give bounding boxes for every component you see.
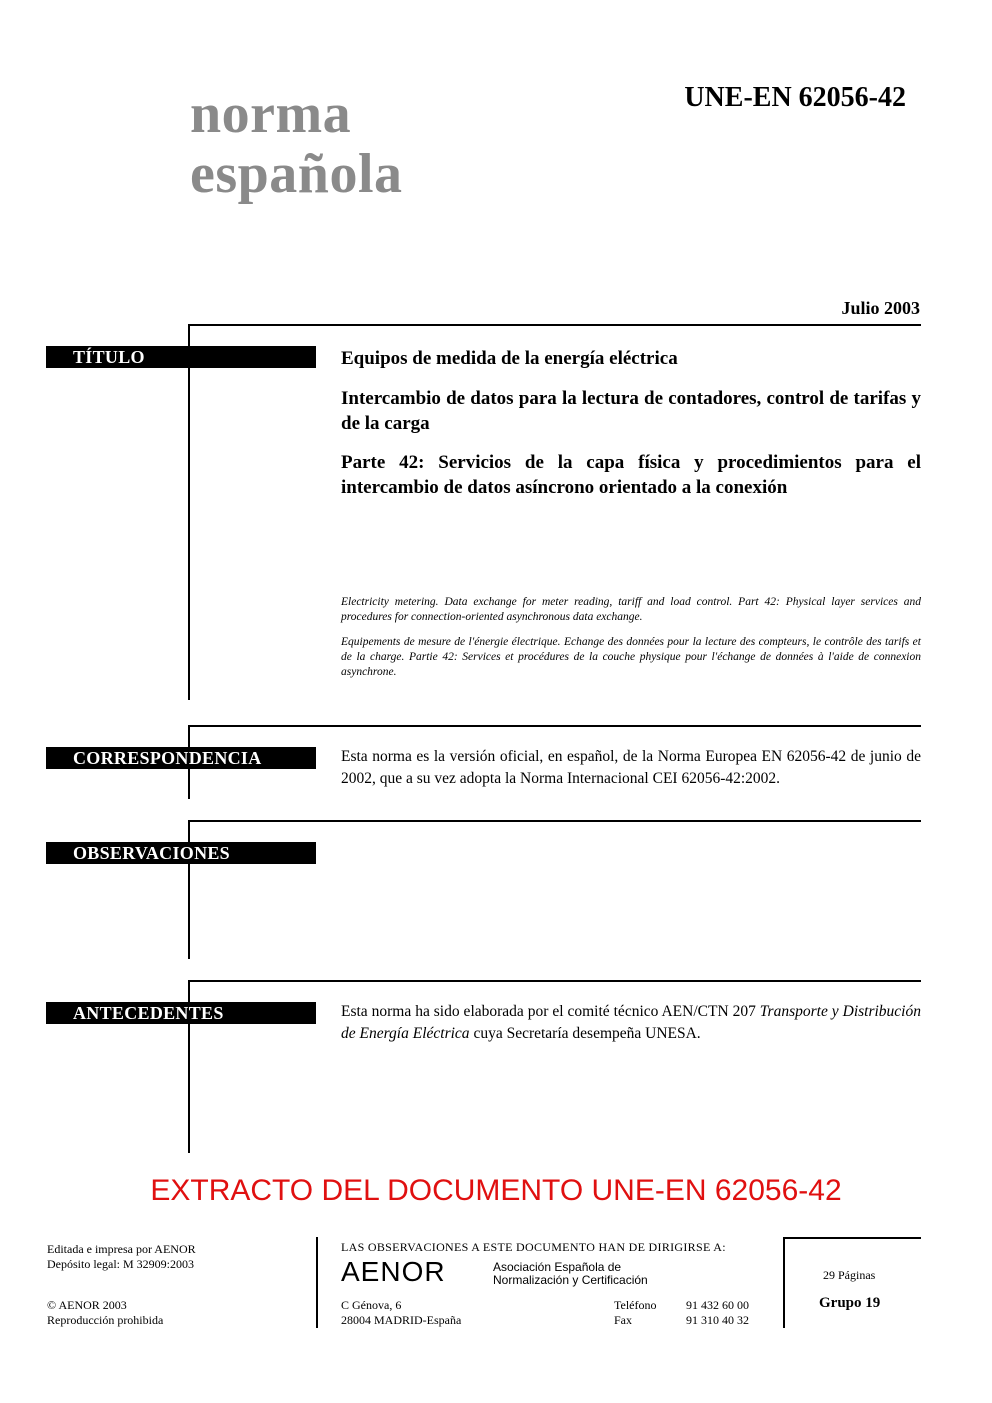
address-line2: 28004 MADRID-España [341,1313,462,1327]
observations-heading: LAS OBSERVACIONES A ESTE DOCUMENTO HAN DE DIRIGIRSE A: [341,1240,726,1254]
contact-labels [614,1298,656,1328]
antecedentes-text-part2: cuya Secretaría desempeña UNESA. [469,1025,701,1042]
title-block [341,346,921,500]
committee-name: Transporte y Distribución de Energía Eléctrica [341,1003,921,1042]
antecedentes-text [341,1001,921,1045]
extract-watermark: EXTRACTO DEL DOCUMENTO UNE-EN 62056-42 [150,1174,842,1207]
french-title: Equipements de mesure de l'énergie électrique. Echange des données pour la lecture des compteurs, le contrôle des tarifs et de la charge. Partie 42: Services et procédures de la couche physique pour l'échange de données à l'aide de connexion asynchrone. [341,636,921,678]
aenor-address [341,1298,461,1328]
phone-value: 91 432 60 00 [686,1298,749,1312]
divider [188,980,921,982]
aenor-name-line1: Asociación Española de [493,1260,622,1274]
address-line1: C Génova, 6 [341,1298,402,1312]
page-box-left-rule [783,1237,785,1328]
section-label-antecedentes: ANTECEDENTES [46,1002,316,1024]
aenor-name-line2: Normalización y Certificación [493,1273,648,1287]
title-line-3: Parte 42: Servicios de la capa física y procedimientos para el intercambio de datos asíncrono orientado a la conexión [341,452,921,498]
title-line-2: Intercambio de datos para la lectura de contadores, control de tarifas y de la carga [341,388,921,434]
reproduction-notice: Reproducción prohibida [47,1313,164,1327]
vertical-rule [188,324,190,700]
aenor-full-name [493,1261,648,1287]
divider [188,324,921,326]
divider [188,820,921,822]
section-label-observaciones: OBSERVACIONES [46,842,316,864]
copyright: © AENOR 2003 [47,1298,127,1312]
page-box-top-rule [783,1237,921,1239]
translations [341,595,921,680]
aenor-logo: AENOR [341,1256,446,1287]
price-group: Grupo 19 [819,1295,881,1311]
page-count: 29 Páginas [823,1268,876,1282]
edited-by: Editada e impresa por AENOR [47,1242,196,1256]
vertical-rule [188,820,190,959]
footer-divider [316,1237,318,1328]
brand-line-1: norma [190,83,352,145]
legal-deposit: Depósito legal: M 32909:2003 [47,1257,194,1271]
footer-copyright [47,1298,163,1328]
standard-code: UNE-EN 62056-42 [684,82,906,113]
phone-label: Teléfono [614,1298,657,1312]
divider [188,725,921,727]
english-title: Electricity metering. Data exchange for meter reading, tariff and load control. Part 42: Physical layer services and procedures for connection-oriented asynchronous data exchange. [341,596,921,623]
section-label-titulo: TÍTULO [46,346,316,368]
footer-edition [47,1242,196,1272]
fax-label: Fax [614,1313,632,1327]
publication-date: Julio 2003 [841,298,920,318]
contact-values [686,1298,749,1328]
antecedentes-text-part1: Esta norma ha sido elaborada por el comité técnico AEN/CTN 207 [341,1003,760,1020]
fax-value: 91 310 40 32 [686,1313,749,1327]
correspondencia-text: Esta norma es la versión oficial, en español, de la Norma Europea EN 62056-42 de junio de 2002, que a su vez adopta la Norma Internacional CEI 62056-42:2002. [341,748,921,787]
brand-line-2: española [190,143,403,205]
title-line-1: Equipos de medida de la energía eléctrica [341,348,678,369]
section-label-correspondencia: CORRESPONDENCIA [46,747,316,769]
